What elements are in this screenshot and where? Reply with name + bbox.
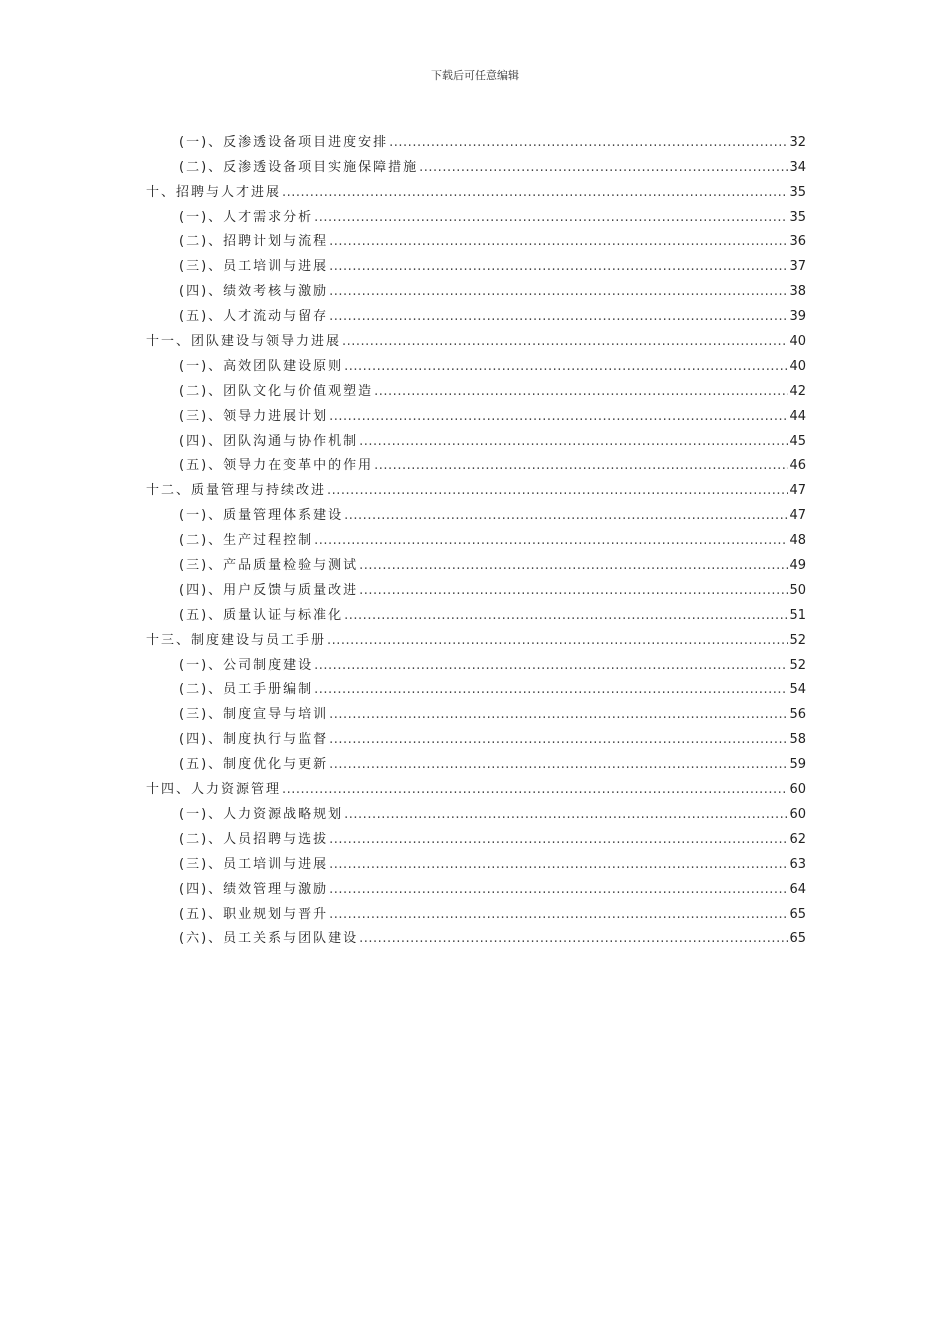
toc-entry-title: (五)、制度优化与更新 (179, 757, 329, 773)
toc-section-entry[interactable] (146, 400, 806, 425)
toc-page-number: 37 (789, 259, 806, 275)
toc-entry-title: (五)、职业规划与晋升 (179, 906, 329, 922)
toc-chapter-entry[interactable] (146, 325, 806, 350)
toc-section-entry[interactable] (146, 151, 806, 176)
toc-page-number: 60 (789, 806, 806, 822)
toc-page-number: 40 (789, 334, 806, 350)
toc-dot-leader (359, 583, 788, 599)
toc-dot-leader (329, 409, 788, 425)
toc-dot-leader (314, 682, 788, 698)
toc-dot-leader (344, 508, 788, 524)
toc-dot-leader (344, 359, 788, 375)
toc-page-number: 35 (789, 209, 806, 225)
toc-page-number: 44 (789, 408, 806, 424)
toc-entry-title: (二)、员工手册编制 (179, 682, 314, 698)
toc-entry-title: (二)、反渗透设备项目实施保障措施 (179, 159, 419, 175)
toc-section-entry[interactable] (146, 748, 806, 773)
page-header: 下载后可任意编辑 (431, 69, 519, 82)
toc-section-entry[interactable] (146, 450, 806, 475)
toc-page-number: 36 (789, 234, 806, 250)
toc-dot-leader (359, 931, 788, 947)
toc-entry-title: 十一、团队建设与领导力进展 (146, 334, 342, 350)
toc-section-entry[interactable] (146, 201, 806, 226)
toc-page-number: 32 (789, 134, 806, 150)
toc-entry-title: 十二、质量管理与持续改进 (146, 483, 327, 499)
toc-section-entry[interactable] (146, 848, 806, 873)
toc-section-entry[interactable] (146, 823, 806, 848)
toc-chapter-entry[interactable] (146, 773, 806, 798)
toc-page-number: 64 (789, 881, 806, 897)
toc-dot-leader (389, 135, 788, 151)
toc-entry-title: (二)、生产过程控制 (179, 533, 314, 549)
toc-page-number: 50 (789, 582, 806, 598)
toc-section-entry[interactable] (146, 375, 806, 400)
toc-entry-title: (一)、人才需求分析 (179, 209, 314, 225)
toc-page-number: 46 (789, 458, 806, 474)
toc-section-entry[interactable] (146, 649, 806, 674)
toc-dot-leader (359, 434, 788, 450)
toc-dot-leader (327, 633, 788, 649)
toc-entry-title: (五)、领导力在变革中的作用 (179, 458, 374, 474)
toc-dot-leader (344, 807, 788, 823)
toc-page-number: 47 (789, 483, 806, 499)
toc-dot-leader (344, 608, 788, 624)
toc-dot-leader (419, 160, 788, 176)
toc-dot-leader (329, 757, 788, 773)
toc-dot-leader (329, 259, 788, 275)
toc-entry-title: (四)、绩效考核与激励 (179, 284, 329, 300)
toc-section-entry[interactable] (146, 898, 806, 923)
toc-entry-title: (二)、招聘计划与流程 (179, 234, 329, 250)
toc-entry-title: (四)、用户反馈与质量改进 (179, 582, 359, 598)
toc-section-entry[interactable] (146, 574, 806, 599)
toc-page-number: 48 (789, 533, 806, 549)
toc-page-number: 38 (789, 284, 806, 300)
toc-dot-leader (329, 907, 788, 923)
toc-section-entry[interactable] (146, 674, 806, 699)
toc-page-number: 60 (789, 782, 806, 798)
toc-entry-title: (三)、员工培训与进展 (179, 856, 329, 872)
toc-page-number: 35 (789, 184, 806, 200)
toc-dot-leader (329, 882, 788, 898)
toc-section-entry[interactable] (146, 873, 806, 898)
table-of-contents (146, 126, 806, 947)
toc-entry-title: (六)、员工关系与团队建设 (179, 931, 359, 947)
toc-page-number: 54 (789, 682, 806, 698)
toc-section-entry[interactable] (146, 126, 806, 151)
toc-section-entry[interactable] (146, 499, 806, 524)
toc-section-entry[interactable] (146, 275, 806, 300)
toc-section-entry[interactable] (146, 798, 806, 823)
toc-entry-title: (五)、质量认证与标准化 (179, 607, 344, 623)
toc-dot-leader (342, 334, 788, 350)
toc-section-entry[interactable] (146, 300, 806, 325)
toc-section-entry[interactable] (146, 226, 806, 251)
toc-dot-leader (327, 483, 788, 499)
toc-page-number: 65 (789, 906, 806, 922)
toc-entry-title: (一)、反渗透设备项目进度安排 (179, 134, 389, 150)
toc-entry-title: (一)、高效团队建设原则 (179, 358, 344, 374)
toc-section-entry[interactable] (146, 923, 806, 948)
toc-entry-title: (三)、领导力进展计划 (179, 408, 329, 424)
toc-page-number: 59 (789, 757, 806, 773)
toc-page-number: 52 (789, 657, 806, 673)
toc-chapter-entry[interactable] (146, 474, 806, 499)
toc-dot-leader (329, 234, 788, 250)
toc-page-number: 56 (789, 707, 806, 723)
toc-dot-leader (374, 458, 788, 474)
toc-entry-title: (二)、人员招聘与选拔 (179, 831, 329, 847)
toc-entry-title: (三)、员工培训与进展 (179, 259, 329, 275)
toc-dot-leader (374, 384, 788, 400)
toc-page-number: 39 (789, 309, 806, 325)
toc-entry-title: (四)、绩效管理与激励 (179, 881, 329, 897)
toc-page-number: 62 (789, 831, 806, 847)
toc-entry-title: (三)、制度宣导与培训 (179, 707, 329, 723)
toc-entry-title: (三)、产品质量检验与测试 (179, 558, 359, 574)
toc-page-number: 65 (789, 931, 806, 947)
toc-entry-title: (一)、公司制度建设 (179, 657, 314, 673)
toc-dot-leader (329, 309, 788, 325)
toc-dot-leader (329, 284, 788, 300)
toc-section-entry[interactable] (146, 599, 806, 624)
toc-section-entry[interactable] (146, 549, 806, 574)
toc-chapter-entry[interactable] (146, 176, 806, 201)
toc-page-number: 45 (789, 433, 806, 449)
toc-section-entry[interactable] (146, 425, 806, 450)
toc-page-number: 63 (789, 856, 806, 872)
toc-section-entry[interactable] (146, 524, 806, 549)
toc-dot-leader (329, 732, 788, 748)
toc-entry-title: (二)、团队文化与价值观塑造 (179, 383, 374, 399)
toc-dot-leader (329, 857, 788, 873)
toc-section-entry[interactable] (146, 250, 806, 275)
toc-dot-leader (314, 658, 788, 674)
toc-page-number: 42 (789, 383, 806, 399)
toc-section-entry[interactable] (146, 350, 806, 375)
toc-dot-leader (314, 533, 788, 549)
toc-dot-leader (282, 185, 788, 201)
toc-section-entry[interactable] (146, 698, 806, 723)
toc-section-entry[interactable] (146, 723, 806, 748)
toc-entry-title: (五)、人才流动与留存 (179, 309, 329, 325)
toc-page-number: 47 (789, 508, 806, 524)
toc-dot-leader (359, 558, 788, 574)
toc-entry-title: 十四、人力资源管理 (146, 782, 282, 798)
toc-entry-title: (四)、团队沟通与协作机制 (179, 433, 359, 449)
toc-page-number: 52 (789, 632, 806, 648)
toc-page-number: 40 (789, 358, 806, 374)
toc-entry-title: (一)、人力资源战略规划 (179, 806, 344, 822)
toc-dot-leader (329, 832, 788, 848)
toc-dot-leader (329, 707, 788, 723)
toc-entry-title: (一)、质量管理体系建设 (179, 508, 344, 524)
toc-entry-title: 十三、制度建设与员工手册 (146, 632, 327, 648)
toc-page-number: 58 (789, 732, 806, 748)
toc-chapter-entry[interactable] (146, 624, 806, 649)
toc-entry-title: (四)、制度执行与监督 (179, 732, 329, 748)
toc-dot-leader (282, 782, 788, 798)
toc-page-number: 51 (789, 607, 806, 623)
toc-page-number: 34 (789, 159, 806, 175)
toc-dot-leader (314, 210, 788, 226)
toc-entry-title: 十、招聘与人才进展 (146, 184, 282, 200)
toc-page-number: 49 (789, 558, 806, 574)
